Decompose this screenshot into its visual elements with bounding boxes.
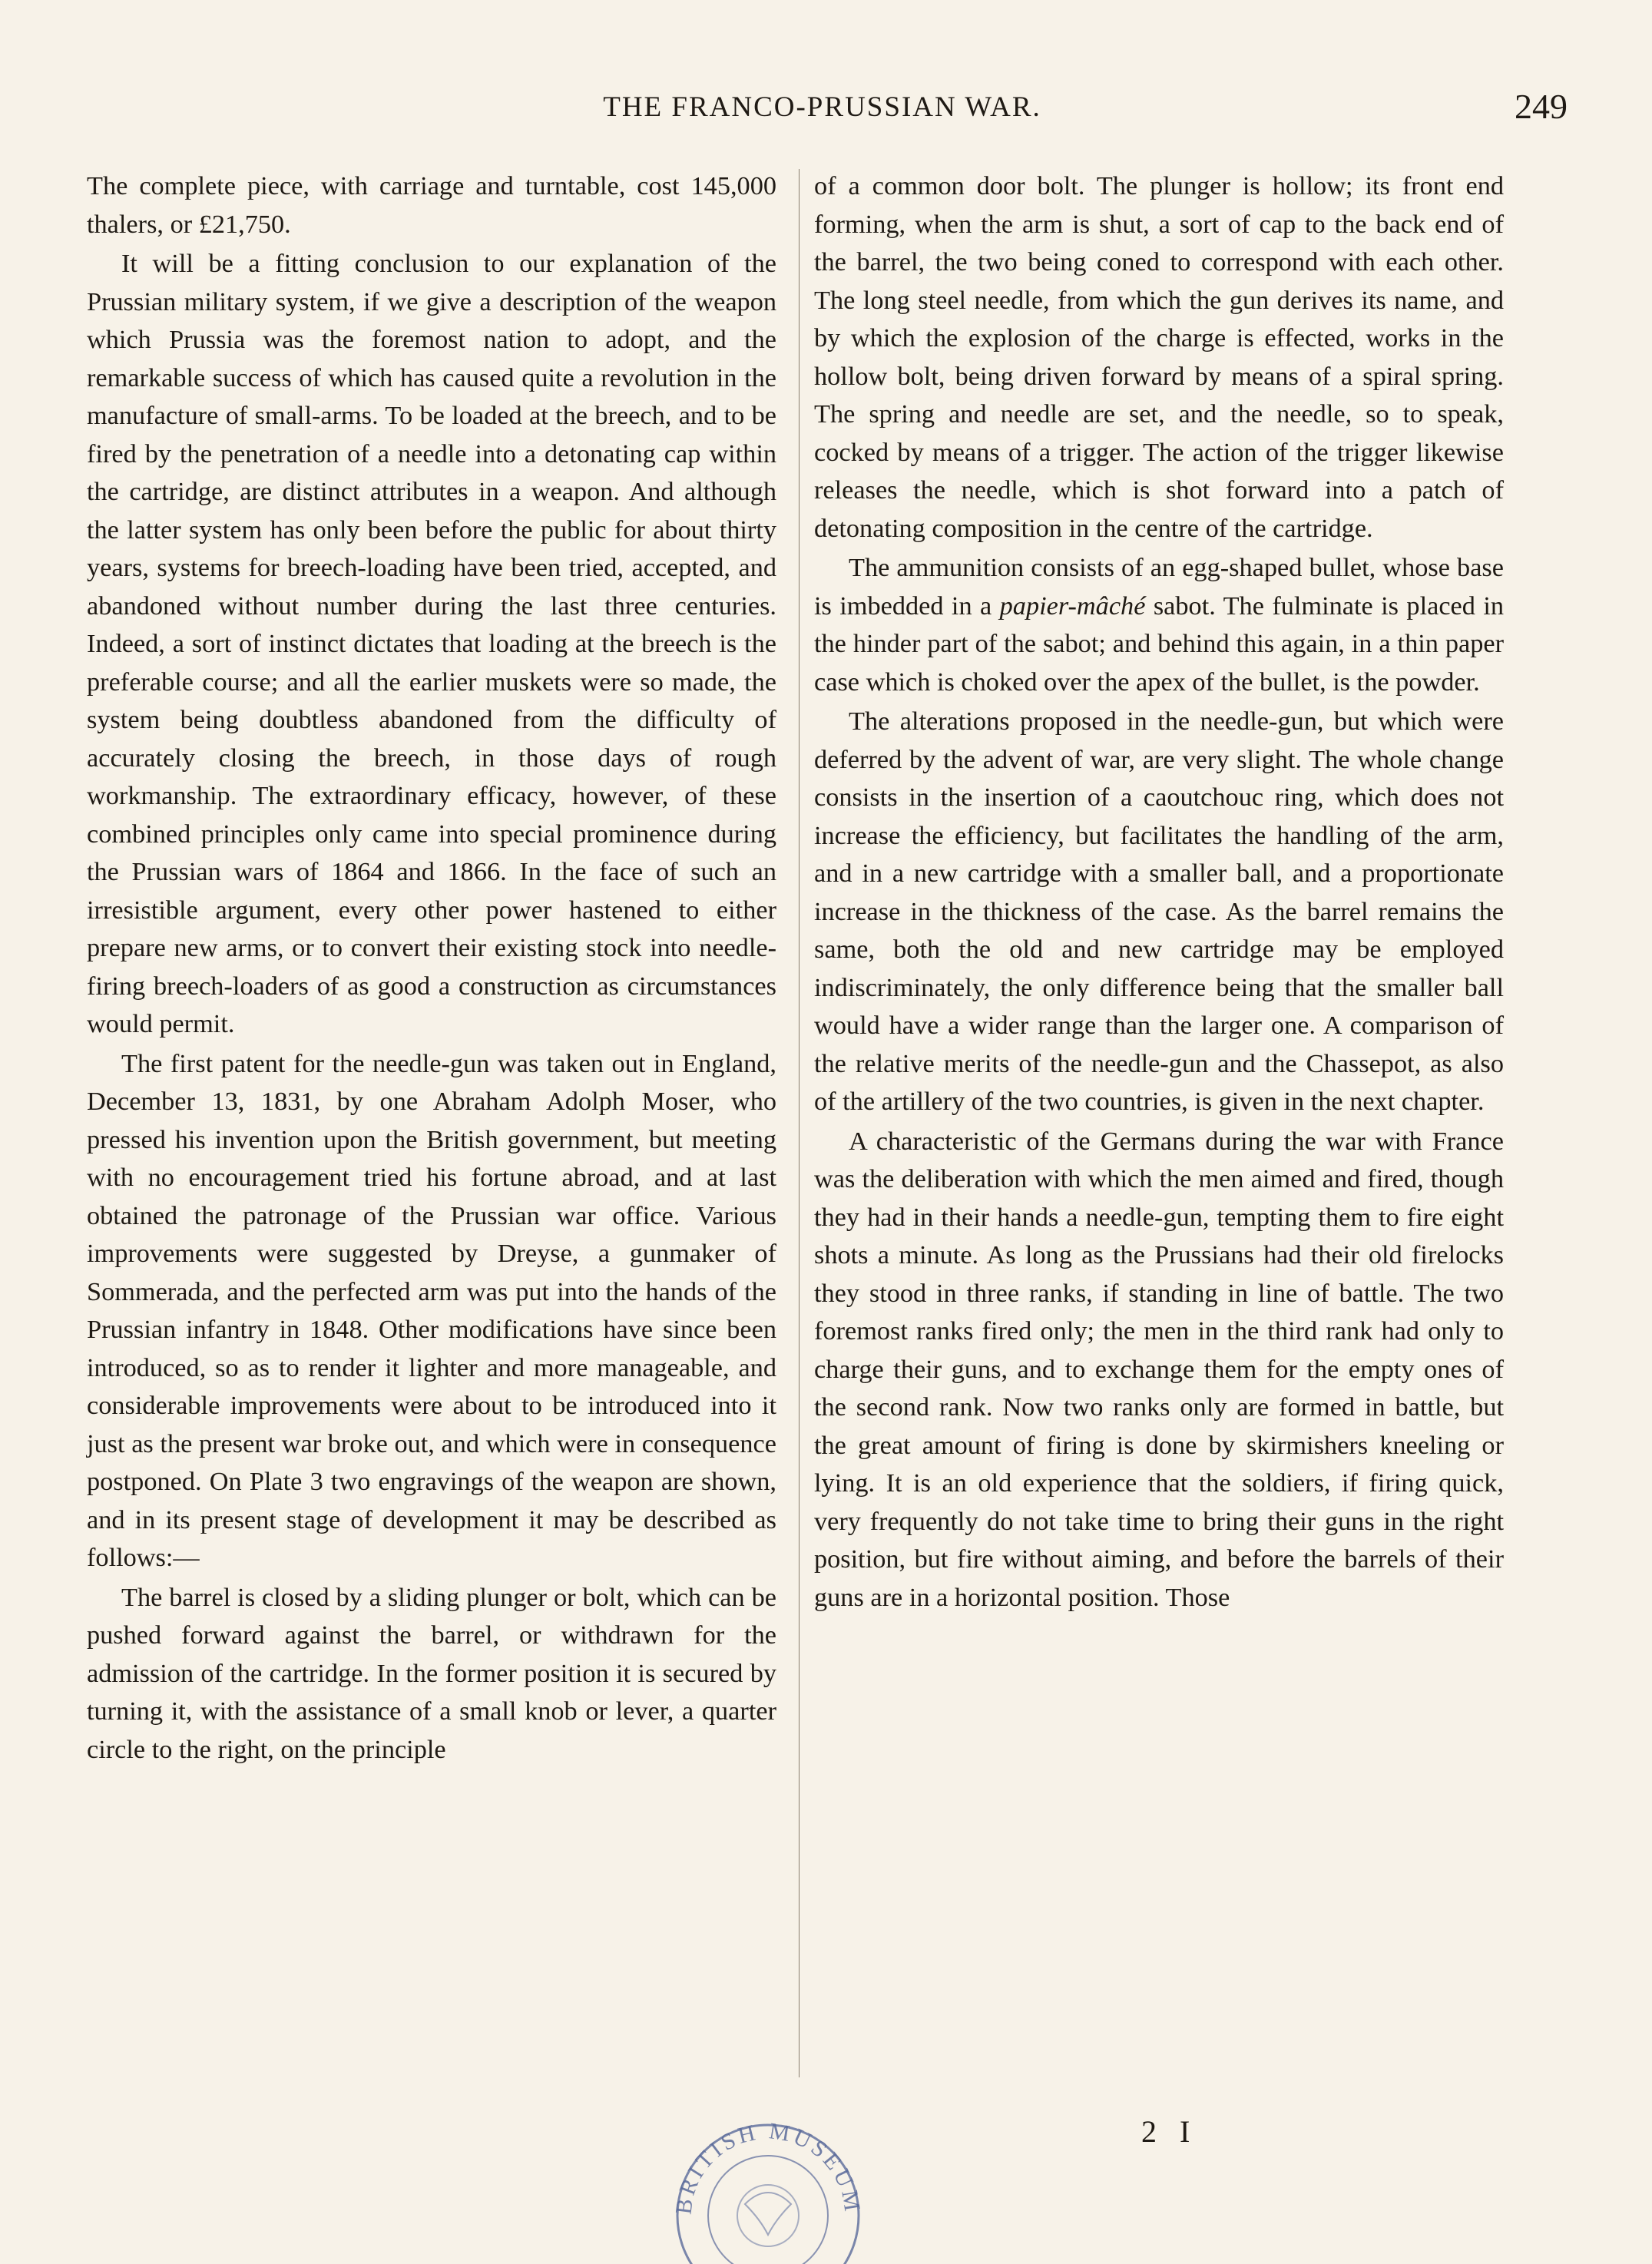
paragraph: It will be a fitting conclusion to our explanation of the Prussian military system, if we give a description of the weapon which Prussia was the foremost nation to adopt, and the remarkable success of which has caused quite a revolution in the manufacture of small-arms. To be loaded at the breech, and to be fired by the penetration of a needle into a detonating cap within the cartridge, are distinct attributes in a weapon. And although the latter system has only been before the public for about thirty years, systems for breech-loading have been tried, accepted, and abandoned without number during the last three centuries. Indeed, a sort of instinct dictates that loading at the breech is the preferable course; and all the earlier muskets were so made, the system being doubtless abandoned from the difficulty of accurately closing the breech, in those days of rough workmanship. The extraordinary efficacy, however, of these combined principles only came into special prominence during the Prussian wars of 1864 and 1866. In the face of such an irresistible argument, every other power hastened to either prepare new arms, or to convert their existing stock into needle-firing breech-loaders of as good a construction as circumstances would permit. xyxy=(87,249,776,1038)
museum-stamp xyxy=(660,2120,876,2264)
paragraph-ammunition xyxy=(814,549,1504,701)
paragraph-continued: of a common door bolt. The plunger is hollow; its front end forming, when the arm is shut, a sort of cap to the back end of the barrel, the two being coned to correspond with each other. The long steel needle, from which the gun derives its name, and by which the explosion of the charge is effected, works in the hollow bolt, being driven forward by means of a spiral spring. The spring and needle are set, and the needle, so to speak, cocked by means of a trigger. The action of the trigger likewise releases the needle, which is shot forward into a patch of detonating composition in the centre of the cartridge. xyxy=(814,171,1504,543)
italic-term: papier-mâché xyxy=(999,591,1146,621)
page-number: 249 xyxy=(1515,87,1568,126)
paragraph-continued: The complete piece, with carriage and turntable, cost 145,000 thalers, or £21,750. xyxy=(87,171,776,239)
running-title: THE FRANCO-PRUSSIAN WAR. xyxy=(603,91,1041,123)
page-header xyxy=(77,86,1568,132)
stamp-text: BRITISH MUSEUM xyxy=(670,2120,866,2216)
paragraph: The barrel is closed by a sliding plunger or bolt, which can be pushed forward against the barrel, or withdrawn for the admission of the cartridge. In the former position it is secured by turning it, with the assistance of a small knob or lever, a quarter circle to the right, on the principle xyxy=(87,1582,776,1764)
paragraph: A characteristic of the Germans during the war with France was the deliberation with which the men aimed and fired, though they had in their hands a needle-gun, tempting them to fire eight shots a minute. As long as the Prussians had their old firelocks they stood in three ranks, if standing in line of battle. The two foremost ranks fired only; the men in the third rank had only to charge their guns, and to exchange them for the empty ones of the second rank. Now two ranks only are formed in battle, but the great amount of firing is done by skirmishers kneeling or lying. It is an old experience that the soldiers, if firing quick, very frequently do not take time to bring their guns in the right position, but fire without aiming, and before the barrels of their guns are in a horizontal position. Those xyxy=(814,1126,1504,1612)
column-divider xyxy=(799,169,800,2077)
paragraph: The first patent for the needle-gun was taken out in England, December 13, 1831, by one Abraham Adolph Moser, who pressed his invention upon the British government, but meeting with no encouragement tried his fortune abroad, and at last obtained the patronage of the Prussian war office. Various improvements were suggested by Dreyse, a gunmaker of Sommerada, and the perfected arm was put into the hands of the Prussian infantry in 1848. Other modifications have since been introduced, so as to render it lighter and more manageable, and considerable improvements were about to be introduced into it just as the present war broke out, and which were in consequence postponed. On Plate 3 two engravings of the weapon are shown, and in its present stage of development it may be described as follows:— xyxy=(87,1048,776,1572)
left-column xyxy=(87,167,776,1769)
paragraph: The alterations proposed in the needle-gun, but which were deferred by the advent of war, are very slight. The whole change consists in the insertion of a caoutchouc ring, which does not increase the efficiency, but facilitates the handling of the arm, and in a new cartridge with a smaller ball, and a proportionate increase in the thickness of the case. As the barrel remains the same, both the old and new cartridge may be employed indiscriminately, the only difference being that the smaller ball would have a wider range than the larger one. A comparison of the relative merits of the needle-gun and the Chassepot, as also of the artillery of the two countries, is given in the next chapter. xyxy=(814,707,1504,1116)
stamp-icon xyxy=(660,2120,876,2264)
right-column xyxy=(814,167,1504,1617)
signature-mark: 2 I xyxy=(1141,2114,1198,2149)
svg-text:BRITISH MUSEUM xyxy=(670,2120,865,2216)
text-run: The ammunition consists of an egg-shaped bullet, whose base is imbedded in a xyxy=(814,553,1504,621)
text-run: sabot. The fulminate is placed in the hinder part of the sabot; and behind this again, in a thin paper case which is choked over the apex of the bullet, is the powder. xyxy=(814,591,1504,697)
